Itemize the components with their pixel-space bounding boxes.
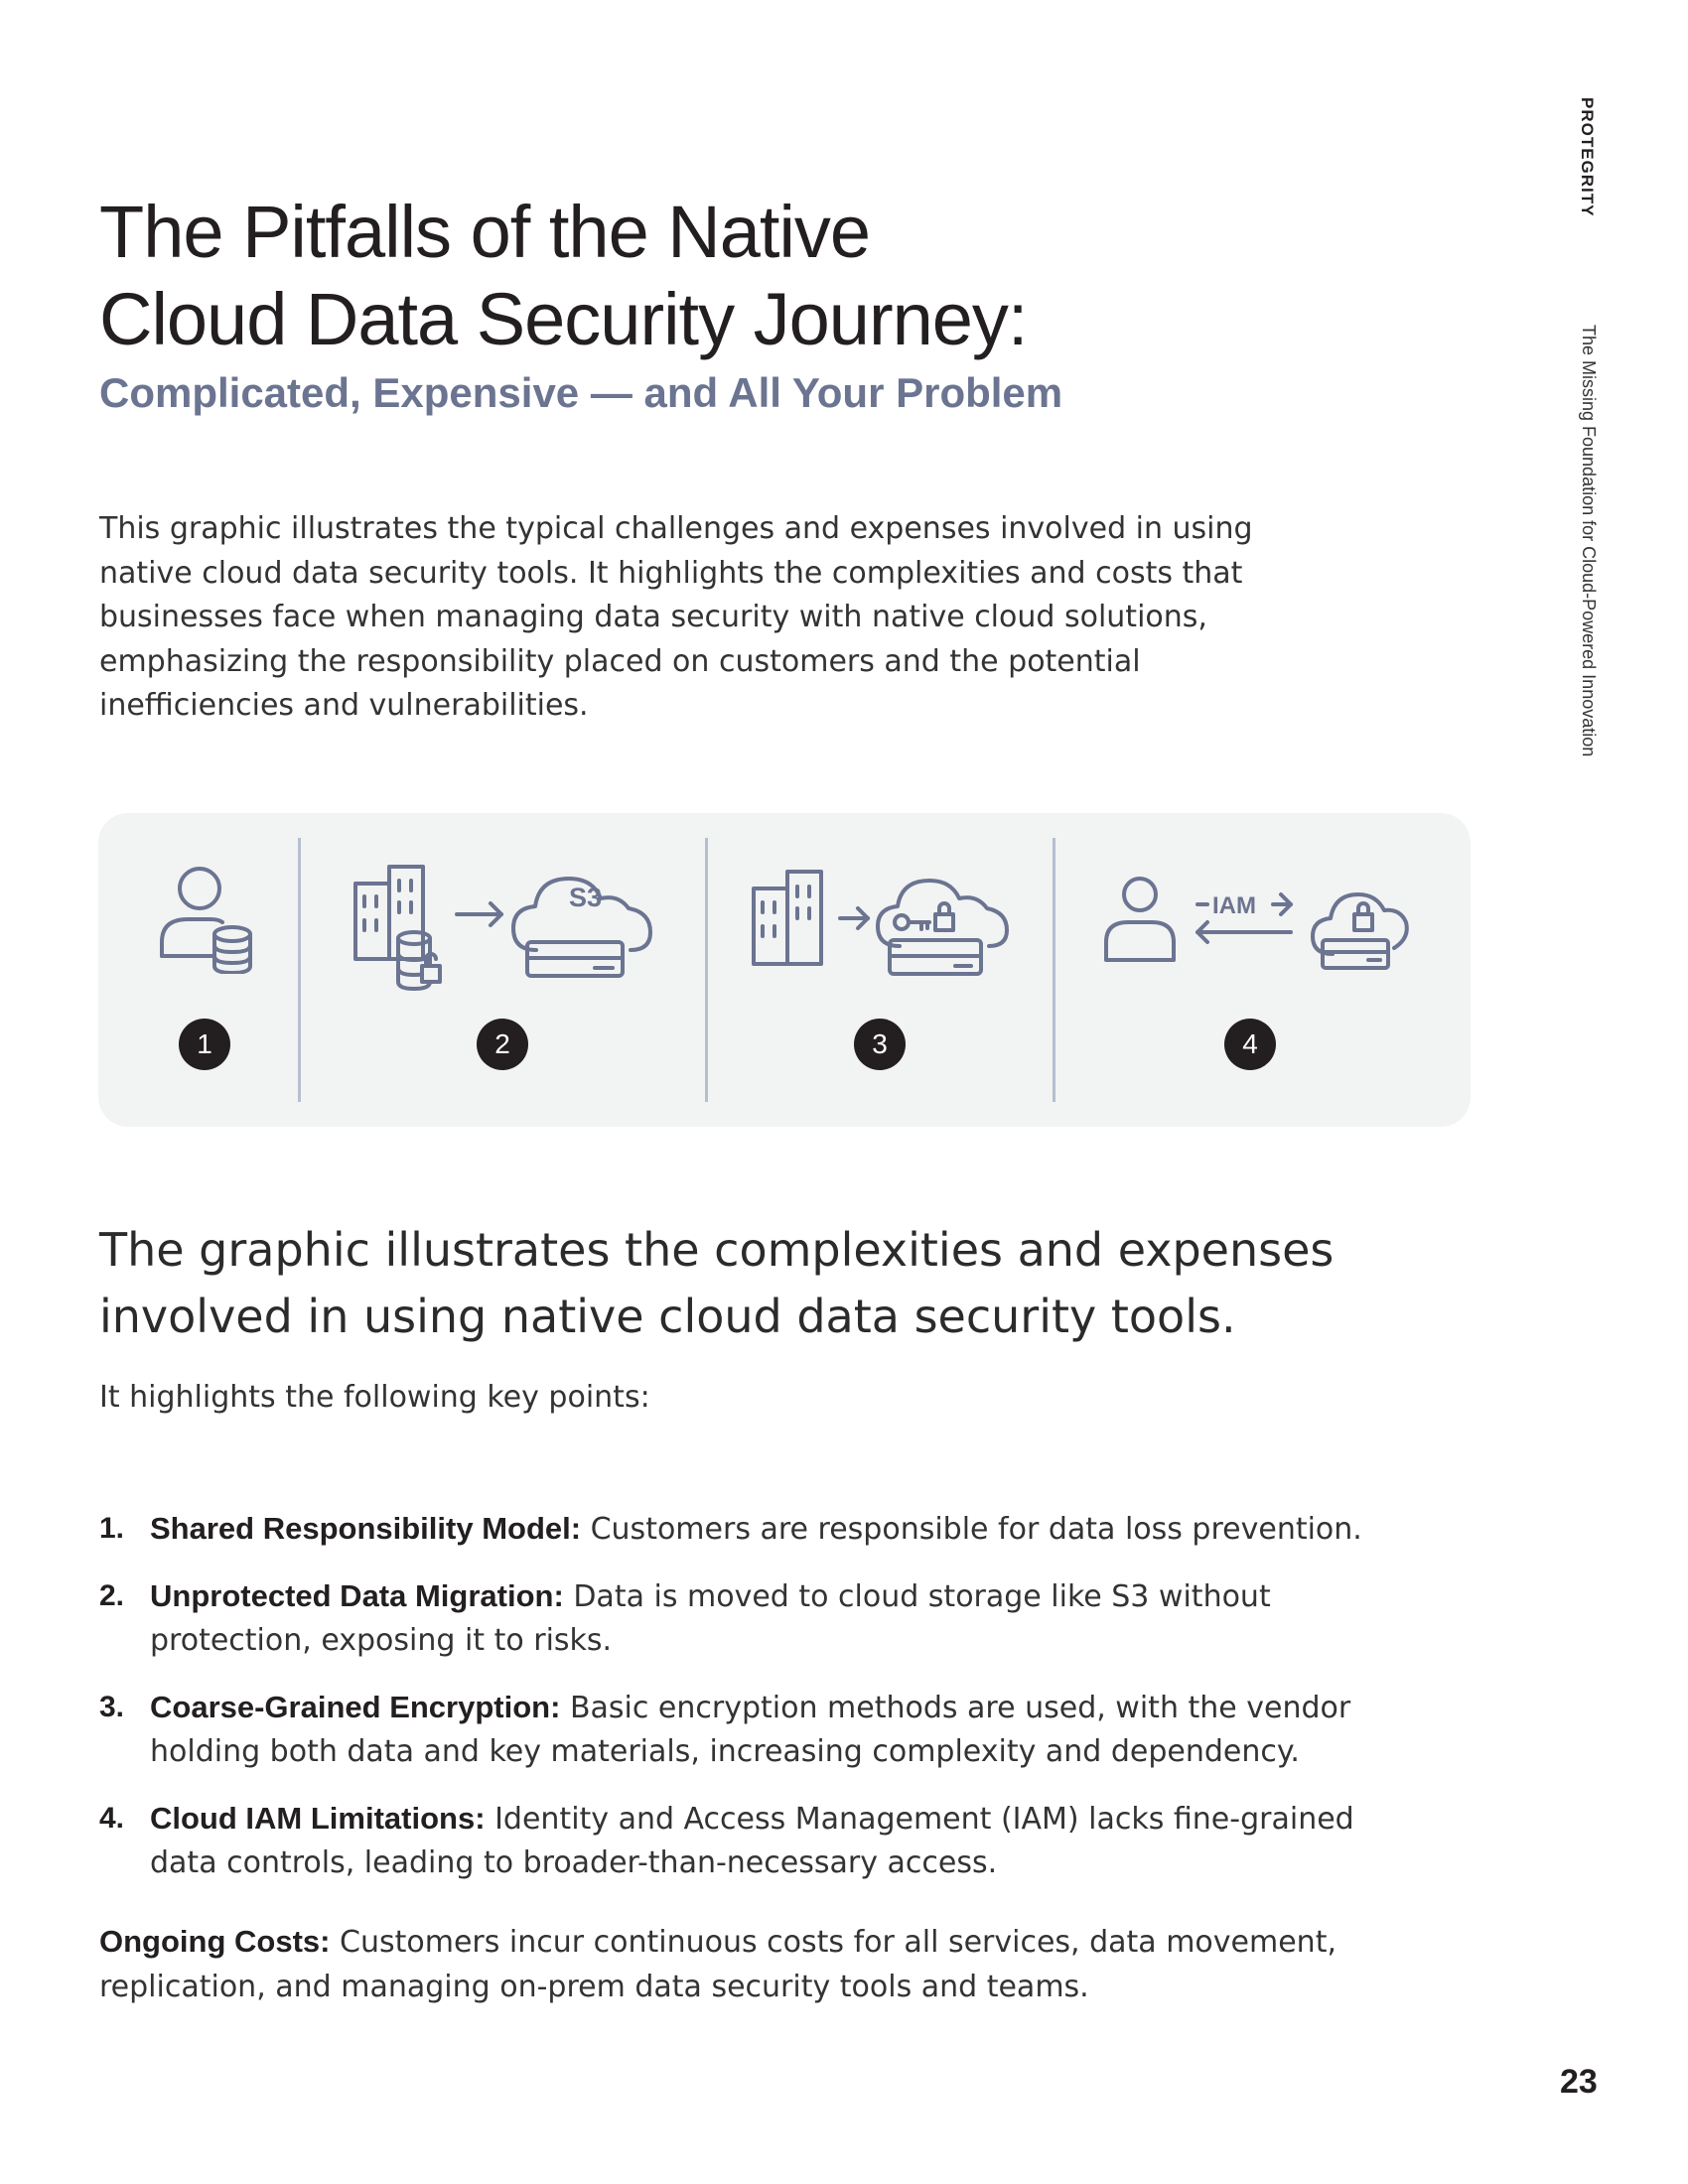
step-number-2: 2 [477,1019,528,1070]
section-heading-line-1: The graphic illustrates the complexities and expenses [99,1223,1335,1277]
ongoing-costs-text: Customers incur continuous costs for all services, data movement, replication, and managing on-prem data security tools and teams. [99,1925,1336,2004]
list-item-text: Customers are responsible for data loss prevention. [581,1512,1362,1547]
journey-graphic [98,813,1471,1127]
buildings-database-to-s3-cloud-icon [352,859,660,994]
section-lead: It highlights the following key points: [99,1380,650,1415]
page-title [99,189,1390,363]
list-item [99,1797,1390,1886]
list-item-number: 2. [99,1578,125,1612]
page-subtitle: Complicated, Expensive — and All Your Problem [99,369,1063,416]
section-heading-line-2: involved in using native cloud data security tools. [99,1290,1236,1343]
list-item-term: Coarse-Grained Encryption: [150,1689,561,1724]
divider [298,838,301,1102]
intro-paragraph: This graphic illustrates the typical challenges and expenses involved in using native cloud data security tools. It highlights the complexities and costs that businesses face when managing data security with native cloud solutions, emphasizing the responsibility placed on customers and the potential inefficiencies and vulnerabilities. [99,511,1253,723]
step-number-3: 3 [854,1019,906,1070]
page-number: 23 [1560,2063,1598,2101]
step-number-1: 1 [179,1019,230,1070]
list-item-number: 4. [99,1801,125,1835]
building-to-encrypted-cloud-icon [751,867,1029,986]
brand-name: PROTEGRITY [1578,97,1597,217]
step-number-4: 4 [1224,1019,1276,1070]
list-item-term: Shared Responsibility Model: [150,1511,582,1546]
list-item-number: 1. [99,1512,125,1545]
user-iam-cloud-lock-icon [1102,875,1412,978]
ongoing-costs-paragraph [99,1920,1390,2009]
user-database-icon [153,865,262,974]
key-points-list [99,1507,1390,1908]
divider [1053,838,1055,1102]
section-heading [99,1217,1390,1350]
iam-label: IAM [1212,892,1256,919]
divider [705,838,708,1102]
list-item-text: Identity and Access Management (IAM) lacks fine-grained data controls, leading to broader-than-necessary access. [150,1801,1354,1880]
list-item-number: 3. [99,1690,125,1723]
list-item-term: Unprotected Data Migration: [150,1577,564,1613]
document-title-vertical: The Missing Foundation for Cloud-Powered Innovation [1579,325,1599,757]
ongoing-costs-term: Ongoing Costs: [99,1924,331,1959]
list-item [99,1686,1390,1775]
title-line-2: Cloud Data Security Journey: [99,278,1028,360]
list-item [99,1574,1390,1664]
list-item-text: Data is moved to cloud storage like S3 without protection, exposing it to risks. [150,1578,1271,1658]
list-item-text: Basic encryption methods are used, with the vendor holding both data and key materials, increasing complexity and dependency. [150,1690,1351,1769]
s3-label: S3 [569,883,603,912]
title-line-1: The Pitfalls of the Native [99,191,871,273]
list-item-term: Cloud IAM Limitations: [150,1800,486,1836]
list-item [99,1507,1390,1553]
